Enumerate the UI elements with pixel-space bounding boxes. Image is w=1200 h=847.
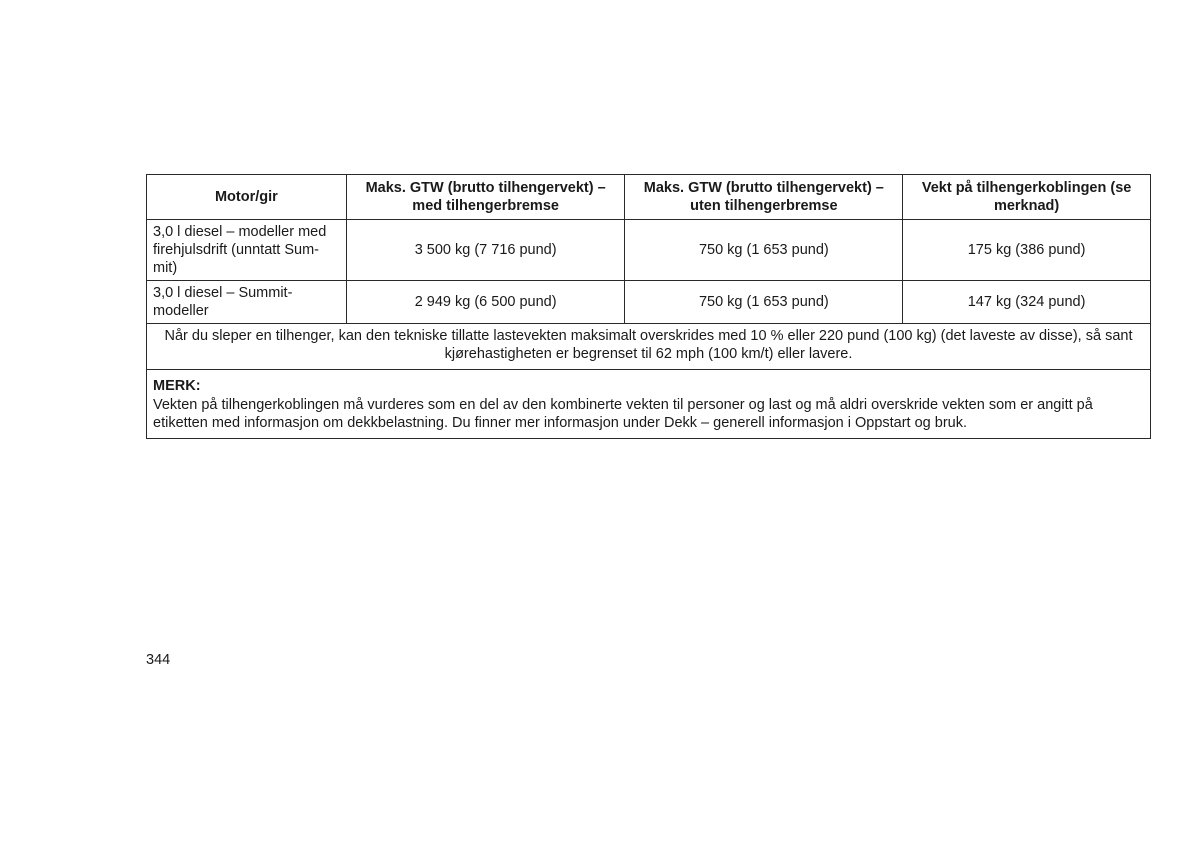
cell-gtw-without-brake: 750 kg (1 653 pund) [625, 220, 903, 281]
cell-motor: 3,0 l diesel – Summit-modeller [147, 281, 347, 324]
towing-overload-note: Når du sleper en tilhenger, kan den tekniske tillatte lastevekten maksimalt overskrides med 10 % eller 220 pund (100 kg) (det laveste av disse), så sant kjørehastigheten er begrenset til 62 mph (100 km/t) eller lavere. [147, 324, 1151, 370]
header-gtw-without-brake: Maks. GTW (brutto tilhengervekt) – uten tilhengerbremse [625, 175, 903, 220]
cell-tongue-weight: 175 kg (386 pund) [903, 220, 1151, 281]
merk-title: MERK: [153, 378, 201, 394]
header-tongue-weight: Vekt på tilhengerkoblingen (se merknad) [903, 175, 1151, 220]
table-row [147, 281, 1151, 324]
table-header-row [147, 175, 1151, 220]
table-note-row [147, 324, 1151, 370]
cell-gtw-with-brake: 2 949 kg (6 500 pund) [346, 281, 625, 324]
cell-tongue-weight: 147 kg (324 pund) [903, 281, 1151, 324]
table-merk-row [147, 370, 1151, 439]
cell-gtw-with-brake: 3 500 kg (7 716 pund) [346, 220, 625, 281]
towing-weights-table [146, 174, 1151, 439]
cell-motor [147, 220, 347, 281]
merk-cell [147, 370, 1151, 439]
table-row [147, 220, 1151, 281]
cell-motor-text: 3,0 l diesel – modeller med firehjulsdrift (unntatt Sum-mit) [153, 224, 327, 276]
page-number: 344 [146, 652, 171, 668]
header-gtw-with-brake: Maks. GTW (brutto tilhengervekt) – med tilhengerbremse [346, 175, 625, 220]
merk-text: Vekten på tilhengerkoblingen må vurderes som en del av den kombinerte vekten til personer og last og må aldri overskride vekten som er angitt på etiketten med informasjon om dekkbelastning. Du finner mer informasjon under Dekk – generell informasjon i Oppstart og bruk. [153, 397, 1093, 431]
header-motor-gear: Motor/gir [147, 175, 347, 220]
cell-gtw-without-brake: 750 kg (1 653 pund) [625, 281, 903, 324]
